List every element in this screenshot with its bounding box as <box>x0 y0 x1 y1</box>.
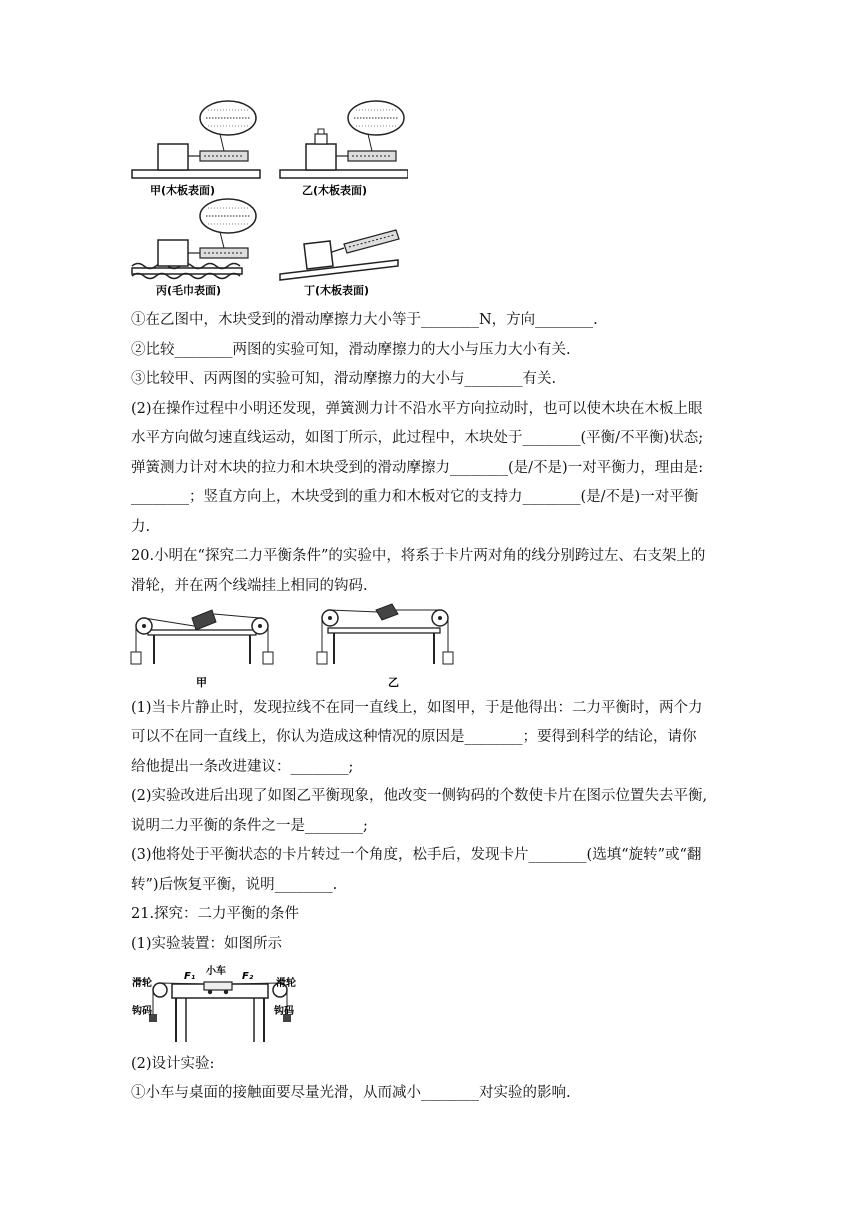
text-line-5: 水平方向做匀速直线运动，如图丁所示，此过程中，木块处于________(平衡/不平衡)状态; <box>131 430 704 446</box>
label-ding: 丁(木板表面) <box>304 284 370 297</box>
question-20-line-1: 20.小明在“探究二力平衡条件”的实验中，将系于卡片两对角的线分别跨过左、右支架上的 <box>131 548 706 564</box>
label-bing: 丙(毛巾表面) <box>156 284 222 297</box>
text-line-1: ①在乙图中，木块受到的滑动摩擦力大小等于________N，方向________. <box>131 312 598 328</box>
question-21-title: 21.探究：二力平衡的条件 <box>131 906 300 922</box>
label-pulley-right: 滑轮 <box>276 978 296 989</box>
question-20-part-1-line-3: 给他提出一条改进建议：________; <box>131 759 354 775</box>
question-20-part-1-line-1: (1)当卡片静止时，发现拉线不在同一直线上，如图甲，于是他得出：二力平衡时，两个力 <box>131 700 703 716</box>
question-21-part-1: (1)实验装置：如图所示 <box>131 936 283 952</box>
label-f1: F₁ <box>184 971 196 982</box>
question-20-part-2-line-1: (2)实验改进后出现了如图乙平衡现象，他改变一侧钩码的个数使卡片在图示位置失去平衡, <box>131 788 708 804</box>
figure-ding <box>280 230 399 297</box>
text-line-6: 弹簧测力计对木块的拉力和木块受到的滑动摩擦力________(是/不是)一对平衡力，理由是: <box>131 460 704 476</box>
label-hook-right: 钩码 <box>274 1006 294 1017</box>
cart-table-figure <box>130 962 302 1044</box>
figure-bing <box>132 199 256 297</box>
label-hook-left: 钩码 <box>132 1006 152 1017</box>
figure-card-yi <box>317 604 453 689</box>
text-line-4: (2)在操作过程中小明还发现，弹簧测力计不沿水平方向拉动时，也可以使木块在木板上眼 <box>131 401 703 417</box>
question-21-part-2: (2)设计实验: <box>131 1056 215 1072</box>
text-line-3: ③比较甲、丙两图的实验可知，滑动摩擦力的大小与________有关. <box>131 371 557 387</box>
card-pulley-figures <box>130 602 470 692</box>
label-pulley-left: 滑轮 <box>132 978 152 989</box>
label-f2: F₂ <box>242 971 254 982</box>
question-20-part-3-line-1: (3)他将处于平衡状态的卡片转过一个角度，松手后，发现卡片________(选填“旋转”或“翻 <box>131 847 702 863</box>
question-21-part-2-item-1: ①小车与桌面的接触面要尽量光滑，从而减小________对实验的影响. <box>131 1085 571 1101</box>
label-card-jia: 甲 <box>196 676 207 689</box>
label-yi: 乙(木板表面) <box>302 184 368 197</box>
question-20-part-1-line-2: 可以不在同一直线上，你认为造成这种情况的原因是________；要得到科学的结论，请你 <box>131 729 697 745</box>
question-20-line-2: 滑轮，并在两个线端挂上相同的钩码. <box>131 578 368 594</box>
friction-figures <box>128 98 408 303</box>
question-20-part-2-line-2: 说明二力平衡的条件之一是________; <box>131 818 368 834</box>
figure-card-jia <box>131 610 273 689</box>
label-cart: 小车 <box>206 966 226 977</box>
label-card-yi: 乙 <box>388 676 399 689</box>
text-line-8: 力. <box>131 519 151 535</box>
text-line-7: ________；竖直方向上，木块受到的重力和木板对它的支持力________(是/不是)一对平衡 <box>131 489 699 505</box>
text-line-2: ②比较________两图的实验可知，滑动摩擦力的大小与压力大小有关. <box>131 342 571 358</box>
label-jia: 甲(木板表面) <box>150 184 216 197</box>
figure-yi <box>280 101 408 197</box>
figure-jia <box>132 101 260 197</box>
question-20-part-3-line-2: 转”)后恢复平衡，说明________. <box>131 877 338 893</box>
